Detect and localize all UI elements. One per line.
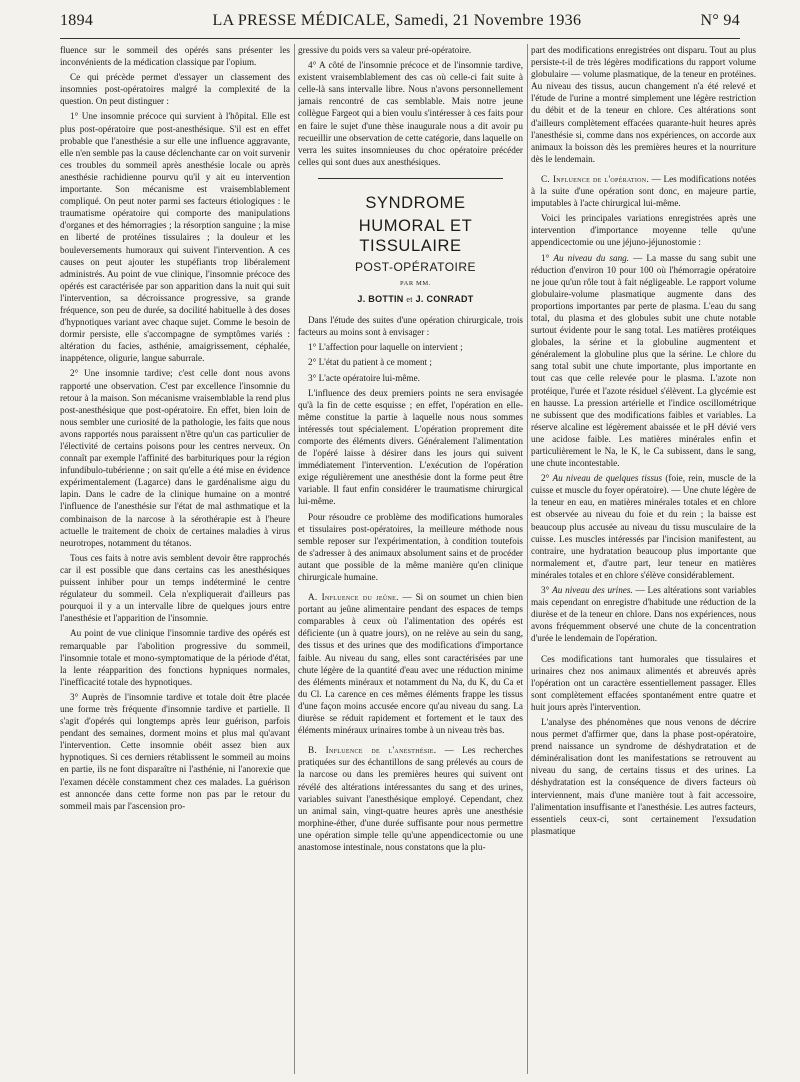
paragraph: 2° Une insomnie tardive; c'est celle dont nous avons rapporté une observation. C'est par excellence l'insomnie du retour à la maison. Son mécanisme vraisemblable la rend plus post-anesthésique que post-opératoire. En effet, bien loin de nous sembler une curiosité de la pathologie, les faits que nous avons rapportés nous paraissent n'être qu'un cas particulier de l'électivité de certains poisons pour les centres nerveux. On connaît par exemple l'affinité des barbituriques pour la région infundibulo-tubérienne ; on sait qu'elle a été mise en évidence expérimentalement (Lagarce) dans le gardénalisme aigu du lapin. Dans le cadre de la clinique humaine on a montré l'influence de l'anesthésie sur l'état de mal asthmatique et la combinaison de la narcose à la sérothérapie est à l'heure actuelle le traitement de choix de certaines maladies à virus neurotropes, notamment du tétanos.: [60, 368, 290, 548]
header-rule: [60, 38, 740, 39]
page-number: 1894: [60, 12, 94, 29]
item-title: Au niveau de quelques tissus: [552, 473, 663, 484]
section-heading: A. Influence du jeûne.: [308, 592, 399, 603]
author-name: J. BOTTIN: [357, 294, 404, 305]
section-b: [298, 744, 523, 853]
paragraph: part des modifications enregistrées ont disparu. Tout au plus persiste-t-il de très légères modifications du rapport volume globulaire — volume plasmatique, de la teneur en protéines. Au niveau des tissus, aucun changement n'a été relevé et l'étude de l'urine a montré simplement une légère restriction du débit et de la teneur en chlore. Ces altérations sont d'ailleurs complètement effacées quarante-huit heures après l'anesthésie si, comme dans nos expériences, on accorde aux animaux la boisson dès les premières heures et la nourriture dès le lendemain.: [531, 45, 756, 164]
section-heading: B. Influence de l'anesthésie.: [308, 745, 437, 756]
list-item: 3° L'acte opératoire lui-même.: [308, 372, 420, 383]
list-item: 2° L'état du patient à ce moment ;: [308, 357, 432, 368]
article-authors: [298, 293, 523, 306]
paragraph: Voici les principales variations enregistrées après une intervention d'importance moyenne telle qu'une appendicectomie ou une jéjuno-jéjunostomie :: [531, 213, 756, 248]
journal-title: LA PRESSE MÉDICALE, Samedi, 21 Novembre 1936: [212, 12, 582, 29]
paragraph: Pour résoudre ce problème des modifications humorales et tissulaires post-opératoires, la meilleure méthode nous semble reposer sur l'expérimentation, à condition toutefois de s'adresser à des animaux absolument sains et de procéder autant que possible de la même manière qu'en clinique chirurgicale humaine.: [298, 511, 523, 582]
author-conjunction: et: [406, 295, 413, 305]
section-text: — Les recherches pratiquées sur des échantillons de sang prélevés au cours de la narcose ou dans les premières heures qui suivent ont révélé des altérations intéressantes du sang et des urines, variables suivant l'anesthésique employé. Cependant, chez un animal sain, vingt-quatre heures après une anesthésie morphine-éther, d'une durée suffisante pour nous permettre une opération simple telle qu'une appendicectomie ou une anastomose intestinale, nous constatons que la plu-: [298, 745, 523, 852]
list-item: [531, 472, 756, 581]
section-heading: C. Influence de l'opération.: [541, 173, 650, 184]
item-number: 2°: [541, 473, 553, 484]
paragraph: Au point de vue clinique l'insomnie tardive des opérés est remarquable par l'abolition progressive du sommeil, l'insomnie totale et mono-symptomatique de la période d'état, la lente réapparition des fonctions hypniques normales, l'inefficacité totale des hypnotiques.: [60, 628, 290, 687]
item-number: 1°: [541, 252, 554, 263]
paragraph: Ce qui précède permet d'essayer un classement des insomnies post-opératoires malgré la complexité de la question. On peut distinguer :: [60, 72, 290, 107]
item-title: Au niveau du sang.: [553, 252, 630, 263]
column-1: [60, 44, 290, 1076]
item-number: 3°: [541, 585, 553, 596]
section-a: [298, 591, 523, 736]
article-subtitle: POST-OPÉRATOIRE: [354, 259, 477, 274]
paragraph: 3° Auprès de l'insomnie tardive et totale doit être placée une forme très fréquente d'insomnie tardive et partielle. Il s'agit d'opérés qui longtemps après leur guérison, parfois pendant des semaines, dorment moins et plus mal qu'avant l'intervention. Cette insomnie obéit assez bien aux hypnotiques. Si ces derniers rétablissent le sommeil au moins en partie, ils ne font disparaître ni l'asthénie, ni l'anorexie que l'examen décèle constamment chez ces malades. La guérison est annoncée dans cette forme non pas par le retour du sommeil mais par l'ascension pro-: [60, 691, 290, 811]
paragraph: 4° A côté de l'insomnie précoce et de l'insomnie tardive, existent vraisemblablement des cas où celle-ci fait suite à celle-là sans intervalle libre. Nous n'avons personnellement jamais rencontré de cas semblable. Mais notre jeune collègue Fargeot qui a bien voulu s'intéresser à ces faits pour en faire le sujet d'une thèse inaugurale nous a dit avoir pu recueillir une observation de cette catégorie, dans laquelle on verra les suites insomnieuses du choc opératoire précéder celles qui sont dues aux anesthésiques.: [298, 60, 523, 167]
paragraph: Tous ces faits à notre avis semblent devoir être rapprochés car il est possible que dans certains cas les anesthésiques puissent inhiber pour un temps indéterminé le centre régulateur du sommeil. Cela n'expliquerait d'ailleurs pas pourquoi il y a un intervalle libre de quelques jours entre l'anesthésie et l'apparition de l'insomnie.: [60, 552, 290, 624]
section-c: [531, 173, 756, 209]
page-header: [60, 12, 740, 34]
paragraph: L'influence des deux premiers points ne sera envisagée qu'à la fin de cette esquisse ; en effet, l'opération en elle-même constitue la partie à laquelle nous nous sommes intéressés tout spécialement. L'opération proprement dite comporte des éléments divers. Généralement l'alimentation de l'opéré laisse à désirer dans les jours qui suivent immédiatement l'intervention. L'exécution de l'opération exige régulièrement une anesthésie dont la forme peut être variable. Il faut enfin considérer le traumatisme chirurgical lui-même.: [298, 387, 523, 507]
article-separator: [318, 178, 503, 179]
paragraph: gressive du poids vers sa valeur pré-opératoire.: [298, 45, 472, 55]
item-text: — Les altérations sont variables mais cependant on enregistre d'habitude une réduction de la diurèse et de la teneur en chlore. Dans nos expériences, nous avons fréquemment observé une chute de la concentration d'urée le lendemain de l'opération.: [531, 585, 756, 644]
column-2: [298, 44, 523, 1076]
list-item: [531, 584, 756, 644]
item-text: (foie, rein, muscle de la cuisse et muscle du foyer opératoire). — Une chute légère de la teneur en eau, en matières minérales totales et en chlore est observée au niveau du foie et du rein ; la baisse est beaucoup plus accusée au niveau du tissu musculaire de la cuisse. Les muscles intéressés par l'incision manifestent, au contraire, une hydratation beaucoup plus importante que normalement et, d'autre part, leur teneur en matières minérales totales et en chlore s'élève considérablement.: [531, 473, 756, 580]
column-divider: [294, 44, 295, 1074]
issue-number: N° 94: [700, 12, 740, 29]
paragraph: L'analyse des phénomènes que nous venons de décrire nous permet d'affirmer que, dans la phase post-opératoire, prend naissance un syndrome de déshydratation et de déminéralisation dont les manifestations se retrouvent au niveau du sang, de certains tissus et des urines. La déshydratation est la conséquence de divers facteurs où interviennent, mais d'une manière tout à fait accessoire, l'alimentation insuffisante et l'anesthésie. Les autres facteurs, essentiels ceux-ci, sont certainement l'exsudation plasmatique: [531, 716, 756, 836]
column-3: [531, 44, 756, 1076]
paragraph: 1° Une insomnie précoce qui survient à l'hôpital. Elle est plus post-opératoire que post-anesthésique. S'il est en effet probable que l'anesthésie a sur elle une influence aggravante, elle n'en semble pas la cause déclenchante car on voit survenir ces troubles du sommeil après anesthésie locale ou après anesthésie rachidienne pourvu qu'il y ait eu intervention importante. Son mécanisme est vraisemblablement compliqué. On peut noter parmi ses facteurs étiologiques : le traumatisme opératoire qui comporte des manipulations d'organes et des hémorragies ; la résorption sanguine ; la mise en liberté de protéines tissulaires ; la douleur et les bouleversements humoraux qui suivent l'intervention. A ces causes on peut ajouter les stupéfiants trop libéralement administrés. Au point de vue clinique, l'insomnie précoce des opérés est caractérisée par son apparition dans la nuit qui suit l'intervention, sa décroissance progressive, sa grande fréquence, son peu de durée, sa docilité habituelle à des doses d'hypnotiques variant avec chaque sujet. Comme le besoin de dormir persiste, elle s'accompagne de symptômes variés : altération du facies, asthénie, amaigrissement, céphalée, inappétence, oligurie, langue saburrale.: [60, 111, 290, 364]
column-divider: [527, 44, 528, 1074]
item-text: — La masse du sang subit une réduction d'environ 10 pour 100 où l'hémorragie opératoire ne joue qu'un rôle tout à fait négligeable. Le rapport volume globulaire-volume plasmatique augmente dans des proportions importantes par perte de plasma. L'eau du sang total, du plasma et des globules subit une chute notable surtout évidente pour le sang total. Les matières protéiques globales, la sérine et la globuline augmentent et généralement la globuline plus que la sérine. Le chlore du sang total subit une chute importante, plus importante en tout cas que celle relevée pour le plasma. L'azote non protéique, l'urée et l'azote résiduel s'élèvent. La glycémie est en hausse. La pression artérielle et l'indice oscillométrique ne subissent que des modifications faibles et variables. La réserve alcaline est légèrement abaissée et le pH dévié vers une acidose faible. Les matières minérales enfin et particulièrement le Na, le K, le Ca subissent, dans le sang, une chute incontestable.: [531, 252, 756, 469]
article-title: SYNDROME: [365, 193, 466, 212]
paragraph: Dans l'étude des suites d'une opération chirurgicale, trois facteurs au moins sont à envisager :: [298, 315, 523, 338]
paragraph: fluence sur le sommeil des opérés sans présenter les inconvénients de la médication classique par l'opium.: [60, 45, 290, 68]
article-title: HUMORAL ET TISSULAIRE: [358, 216, 473, 255]
list-item: [531, 252, 756, 470]
item-title: Au niveau des urines.: [552, 585, 633, 596]
byline-par: PAR MM.: [399, 279, 432, 287]
section-text: — Les modifications notées à la suite d'une opération sont donc, en majeure partie, imputables à l'acte chirurgical lui-même.: [531, 173, 756, 209]
section-text: — Si on soumet un chien bien portant au jeûne alimentaire pendant des espaces de temps comparables à ceux où l'alimentation des opérés est déficiente (un à quatre jours), on ne relève au sein du sang, des tissus et des urines que des modifications d'importance faible. Au niveau du sang, elles sont caractérisées par une chute légère de la quantité d'eau avec une réduction minime des éléments minéraux et notamment du Na, du K, du Ca et du Cl. La carence en ces mêmes éléments frappe les tissus d'une façon moins accusée encore qu'au niveau du sang. La diurèse se réduit rapidement et fortement et le taux des éléments minéraux urinaires tombe à un niveau très bas.: [298, 592, 523, 736]
paragraph: Ces modifications tant humorales que tissulaires et urinaires chez nos animaux alimentés et abreuvés après l'opération ont un caractère essentiellement passager. Elles sont complètement effacées spontanément entre quatre et huit jours après l'intervention.: [531, 653, 756, 712]
author-name: J. CONRADT: [415, 294, 474, 305]
list-item: 1° L'affection pour laquelle on intervient ;: [308, 342, 463, 353]
